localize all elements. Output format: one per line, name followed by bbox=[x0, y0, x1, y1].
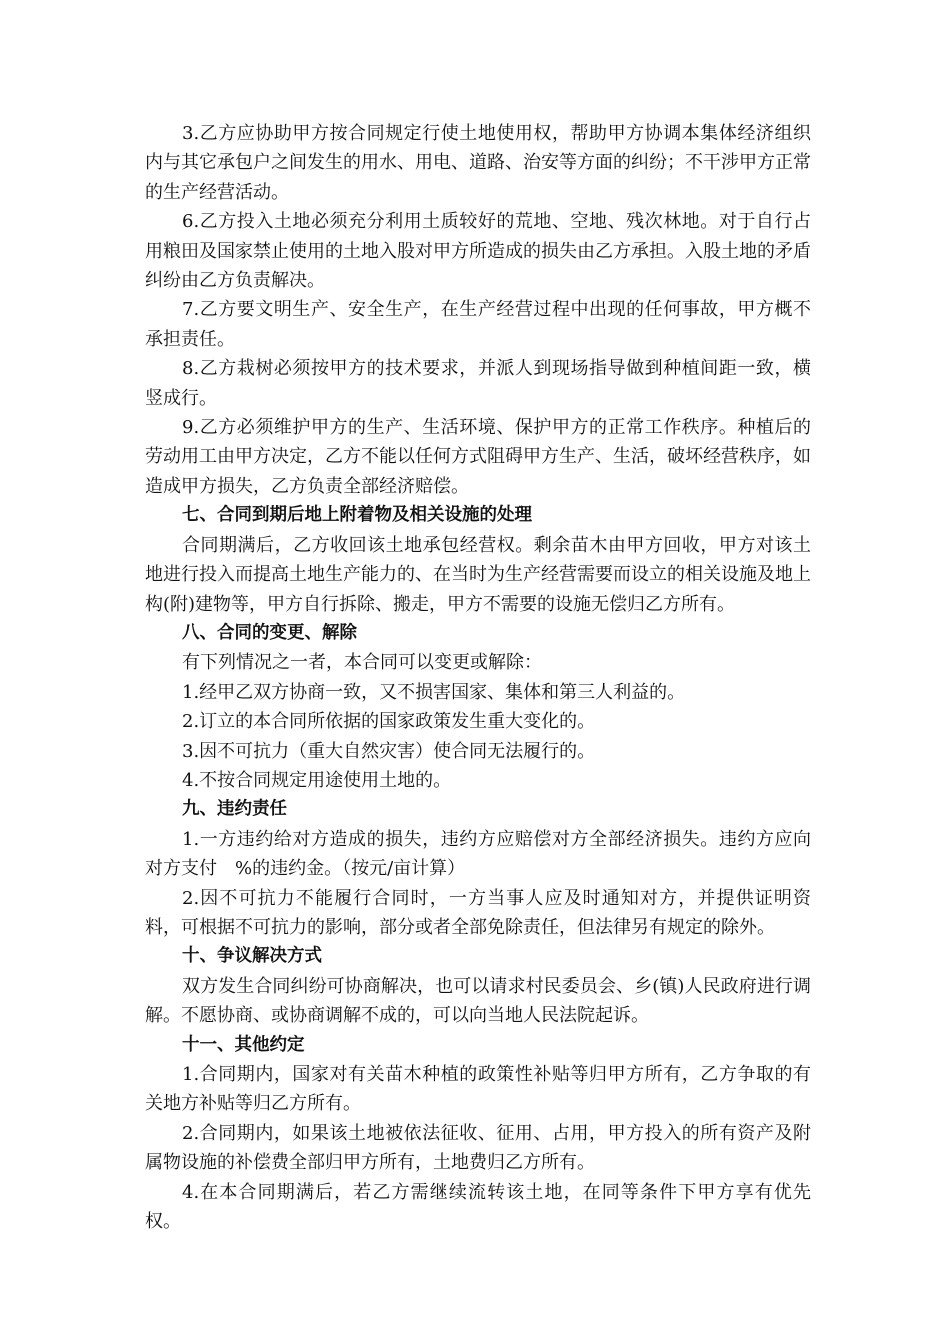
section-11-heading: 十一、其他约定 bbox=[182, 1034, 305, 1055]
clause-6-8: 8.乙方栽树必须按甲方的技术要求，并派人到现场指导做到种植间距一致，横竖成行。 bbox=[145, 358, 811, 409]
clause-6-9: 9.乙方必须维护甲方的生产、生活环境、保护甲方的正常工作秩序。种植后的劳动用工由甲方决定，乙方不能以任何方式阻碍甲方生产、生活，破坏经营秩序，如造成甲方损失，乙方负责全部经济赔偿。 bbox=[145, 417, 811, 497]
clause-8-3: 3.因不可抗力（重大自然灾害）使合同无法履行的。 bbox=[182, 740, 596, 762]
clause-9-2: 2.因不可抗力不能履行合同时，一方当事人应及时通知对方，并提供证明资料，可根据不可抗力的影响，部分或者全部免除责任，但法律另有规定的除外。 bbox=[145, 887, 811, 938]
clause-6-6: 6.乙方投入土地必须充分利用土质较好的荒地、空地、残次林地。对于自行占用粮田及国家禁止使用的土地入股对甲方所造成的损失由乙方承担。入股土地的矛盾纠纷由乙方负责解决。 bbox=[145, 211, 811, 292]
clause-6-3: 3.乙方应协助甲方按合同规定行使土地使用权，帮助甲方协调本集体经济组织内与其它承包户之间发生的用水、用电、道路、治安等方面的纠纷；不干涉甲方正常的生产经营活动。 bbox=[145, 123, 811, 203]
section-10-body: 双方发生合同纠纷可协商解决，也可以请求村民委员会、乡(镇)人民政府进行调解。不愿协商、或协商调解不成的，可以向当地人民法院起诉。 bbox=[145, 975, 811, 1027]
clause-11-1: 1.合同期内，国家对有关苗木种植的政策性补贴等归甲方所有，乙方争取的有关地方补贴等归乙方所有。 bbox=[145, 1064, 811, 1115]
clause-8-2: 2.订立的本合同所依据的国家政策发生重大变化的。 bbox=[182, 711, 596, 733]
clause-9-1: 1.一方违约给对方造成的损失，违约方应赔偿对方全部经济损失。违约方应向对方支付 %的违约金。（按元/亩计算） bbox=[145, 828, 811, 880]
clause-11-2: 2.合同期内，如果该土地被依法征收、征用、占用，甲方投入的所有资产及附属物设施的补偿费全部归甲方所有，土地费归乙方所有。 bbox=[145, 1122, 811, 1174]
clause-8-4: 4.不按合同规定用途使用土地的。 bbox=[182, 769, 452, 791]
section-10-heading: 十、争议解决方式 bbox=[182, 946, 322, 967]
section-8-intro: 有下列情况之一者，本合同可以变更或解除： bbox=[182, 652, 542, 674]
section-7-heading: 七、合同到期后地上附着物及相关设施的处理 bbox=[182, 505, 532, 526]
clause-8-1: 1.经甲乙双方协商一致，又不损害国家、集体和第三人利益的。 bbox=[182, 681, 686, 703]
section-9-heading: 九、违约责任 bbox=[182, 799, 287, 820]
section-8-heading: 八、合同的变更、解除 bbox=[182, 622, 357, 643]
section-7-body: 合同期满后，乙方收回该土地承包经营权。剩余苗木由甲方回收，甲方对该土地进行投入而提高土地生产能力的、在当时为生产经营需要而设立的相关设施及地上构(附)建物等，甲方自行拆除、搬走，甲方不需要的设施无偿归乙方所有。 bbox=[145, 534, 811, 615]
clause-11-4: 4.在本合同期满后，若乙方需继续流转该土地，在同等条件下甲方享有优先权。 bbox=[145, 1181, 811, 1233]
document-page bbox=[145, 119, 811, 1236]
clause-6-7: 7.乙方要文明生产、安全生产，在生产经营过程中出现的任何事故，甲方概不承担责任。 bbox=[145, 299, 811, 350]
